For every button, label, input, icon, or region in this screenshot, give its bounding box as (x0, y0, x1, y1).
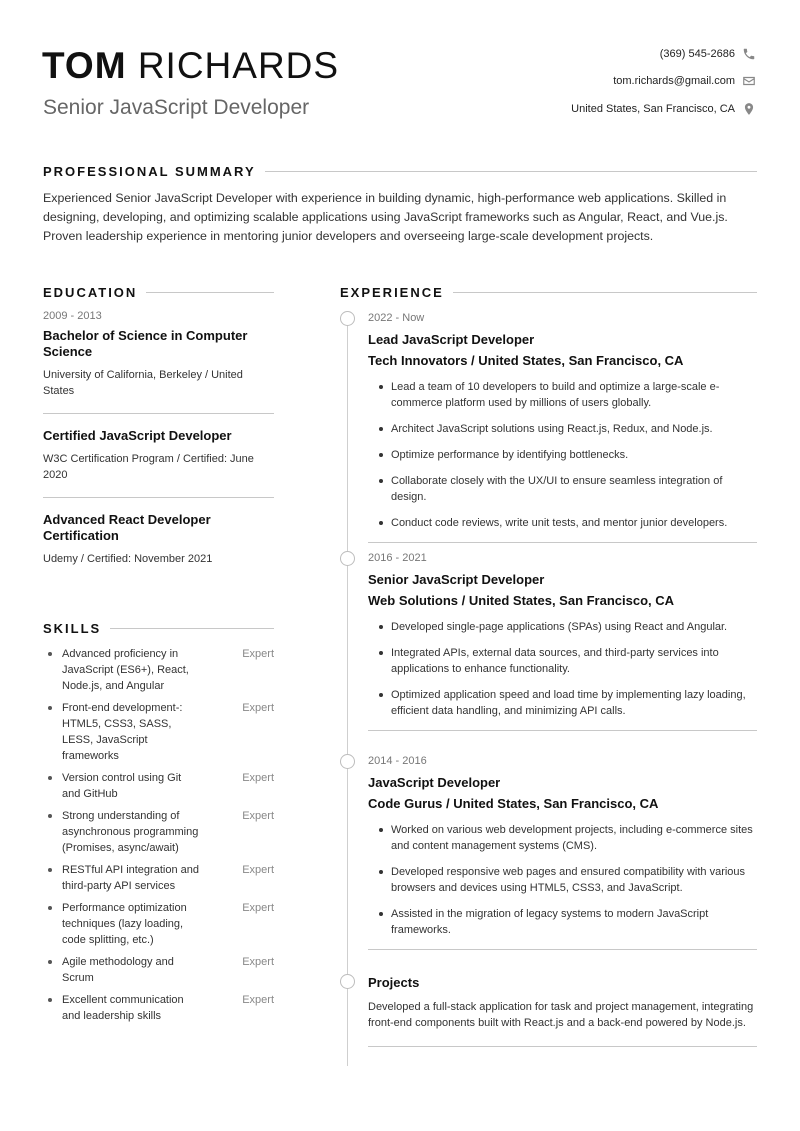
phone-icon (742, 47, 756, 61)
bullet-icon (48, 998, 52, 1002)
skill-name: Performance optimization techniques (lazy loading, code splitting, etc.) (62, 902, 187, 946)
education-title: Bachelor of Science in Computer Science (43, 328, 248, 359)
location-text: United States, San Francisco, CA (571, 102, 735, 115)
experience-company: Tech Innovators / United States, San Francisco, CA (368, 353, 684, 368)
divider (453, 292, 757, 293)
skill-level: Expert (242, 956, 274, 968)
contact-phone (456, 40, 756, 68)
skill-item (43, 862, 274, 894)
education-date: 2009 - 2013 (43, 310, 102, 322)
education-item (43, 428, 274, 498)
experience-role: Lead JavaScript Developer (368, 332, 535, 347)
experience-date: 2016 - 2021 (368, 552, 427, 564)
skill-item (43, 808, 274, 856)
education-item (43, 512, 274, 581)
education-institution: Udemy / Certified: November 2021 (43, 553, 213, 565)
timeline-line (347, 318, 348, 1066)
projects-entry (368, 974, 757, 1047)
experience-bullets (368, 619, 757, 719)
timeline-marker-icon (340, 551, 355, 566)
bullet-icon (48, 868, 52, 872)
experience-bullets (368, 379, 757, 531)
experience-bullet: Optimize performance by identifying bottlenecks. (368, 447, 757, 463)
education-heading-label: EDUCATION (43, 285, 138, 300)
bullet-icon (48, 776, 52, 780)
skills-list (43, 646, 274, 1030)
education-title: Advanced React Developer Certification (43, 512, 211, 543)
skill-level: Expert (242, 810, 274, 822)
experience-bullets (368, 822, 757, 938)
job-title: Senior JavaScript Developer (43, 96, 310, 119)
experience-bullet: Developed responsive web pages and ensured compatibility with various browsers and devices using HTML5, CSS3, and JavaScript. (368, 864, 757, 896)
education-institution: W3C Certification Program / Certified: June 2020 (43, 453, 254, 481)
skill-item (43, 954, 274, 986)
divider (368, 949, 757, 950)
skills-heading (43, 621, 274, 636)
experience-date: 2022 - Now (368, 312, 425, 324)
skill-level: Expert (242, 864, 274, 876)
mail-icon (742, 74, 756, 88)
divider (146, 292, 274, 293)
experience-bullet: Integrated APIs, external data sources, and third-party services into applications to enhance functionality. (368, 645, 757, 677)
contact-location (456, 95, 756, 123)
last-name: RICHARDS (137, 45, 340, 86)
skill-name: Version control using Git and GitHub (62, 772, 182, 800)
bullet-icon (48, 960, 52, 964)
divider (110, 628, 274, 629)
skill-name: Strong understanding of asynchronous programming (Promises, async/await) (62, 810, 199, 854)
timeline-marker-icon (340, 754, 355, 769)
bullet-icon (48, 906, 52, 910)
experience-company: Web Solutions / United States, San Francisco, CA (368, 593, 675, 608)
email-text[interactable]: tom.richards@gmail.com (613, 75, 735, 88)
divider (368, 1046, 757, 1047)
projects-title: Projects (368, 975, 420, 990)
bullet-icon (48, 652, 52, 656)
skill-item (43, 700, 274, 764)
education-institution: University of California, Berkeley / United States (43, 369, 243, 397)
skill-level: Expert (242, 772, 274, 784)
candidate-name (42, 45, 339, 87)
bullet-icon (48, 814, 52, 818)
location-pin-icon (742, 102, 756, 116)
experience-bullet: Conduct code reviews, write unit tests, and mentor junior developers. (368, 515, 757, 531)
first-name: TOM (42, 45, 127, 86)
experience-bullet: Collaborate closely with the UX/UI to ensure seamless integration of design. (368, 473, 757, 505)
phone-text: (369) 545-2686 (659, 47, 735, 60)
education-list (43, 310, 274, 595)
experience-role: JavaScript Developer (368, 775, 501, 790)
skill-item (43, 992, 274, 1024)
skill-item (43, 900, 274, 948)
skill-name: RESTful API integration and third-party API services (62, 864, 199, 892)
education-item (43, 310, 274, 414)
experience-bullet: Optimized application speed and load time by implementing lazy loading, efficient data handling, and minimizing API calls. (368, 687, 757, 719)
experience-bullet: Developed single-page applications (SPAs) using React and Angular. (368, 619, 757, 635)
skill-level: Expert (242, 702, 274, 714)
summary-heading (43, 164, 757, 179)
skills-heading-label: SKILLS (43, 621, 102, 636)
bullet-icon (48, 706, 52, 710)
skill-name: Agile methodology and Scrum (62, 956, 174, 984)
experience-entry (368, 552, 757, 731)
experience-entry (368, 755, 757, 950)
experience-bullet: Architect JavaScript solutions using React.js, Redux, and Node.js. (368, 421, 757, 437)
summary-text: Experienced Senior JavaScript Developer with experience in building dynamic, high-performance web applications. Skilled in designing, developing, and optimizing scalable applications using JavaScript frameworks such as Angular, React, and Vue.js. Proven leadership experience in mentoring junior developers and overseeing large-scale development projects. (43, 191, 728, 243)
contact-block (456, 40, 756, 123)
skill-level: Expert (242, 902, 274, 914)
skill-level: Expert (242, 648, 274, 660)
timeline-marker-icon (340, 311, 355, 326)
education-title: Certified JavaScript Developer (43, 428, 232, 443)
projects-description: Developed a full-stack application for task and project management, integrating front-end components built with React.js and a back-end powered by Node.js. (368, 1001, 754, 1029)
experience-entry (368, 312, 757, 543)
skill-item (43, 646, 274, 694)
experience-bullet: Worked on various web development projects, including e-commerce sites and content management systems (CMS). (368, 822, 757, 854)
experience-bullet: Assisted in the migration of legacy systems to modern JavaScript frameworks. (368, 906, 757, 938)
experience-bullet: Lead a team of 10 developers to build and optimize a large-scale e-commerce platform used by millions of users globally. (368, 379, 757, 411)
contact-email (456, 68, 756, 96)
skill-name: Front-end development-: HTML5, CSS3, SASS, LESS, JavaScript frameworks (62, 702, 183, 762)
divider (368, 542, 757, 543)
skill-name: Excellent communication and leadership skills (62, 994, 184, 1022)
skill-item (43, 770, 274, 802)
experience-heading-label: EXPERIENCE (340, 285, 444, 300)
divider (368, 730, 757, 731)
experience-company: Code Gurus / United States, San Francisco, CA (368, 796, 659, 811)
skill-name: Advanced proficiency in JavaScript (ES6+), React, Node.js, and Angular (62, 648, 189, 692)
skill-level: Expert (242, 994, 274, 1006)
education-heading (43, 285, 274, 300)
experience-heading (340, 285, 757, 300)
experience-date: 2014 - 2016 (368, 755, 427, 767)
divider (265, 171, 757, 172)
summary-heading-label: PROFESSIONAL SUMMARY (43, 164, 256, 179)
experience-role: Senior JavaScript Developer (368, 572, 545, 587)
timeline-marker-icon (340, 974, 355, 989)
